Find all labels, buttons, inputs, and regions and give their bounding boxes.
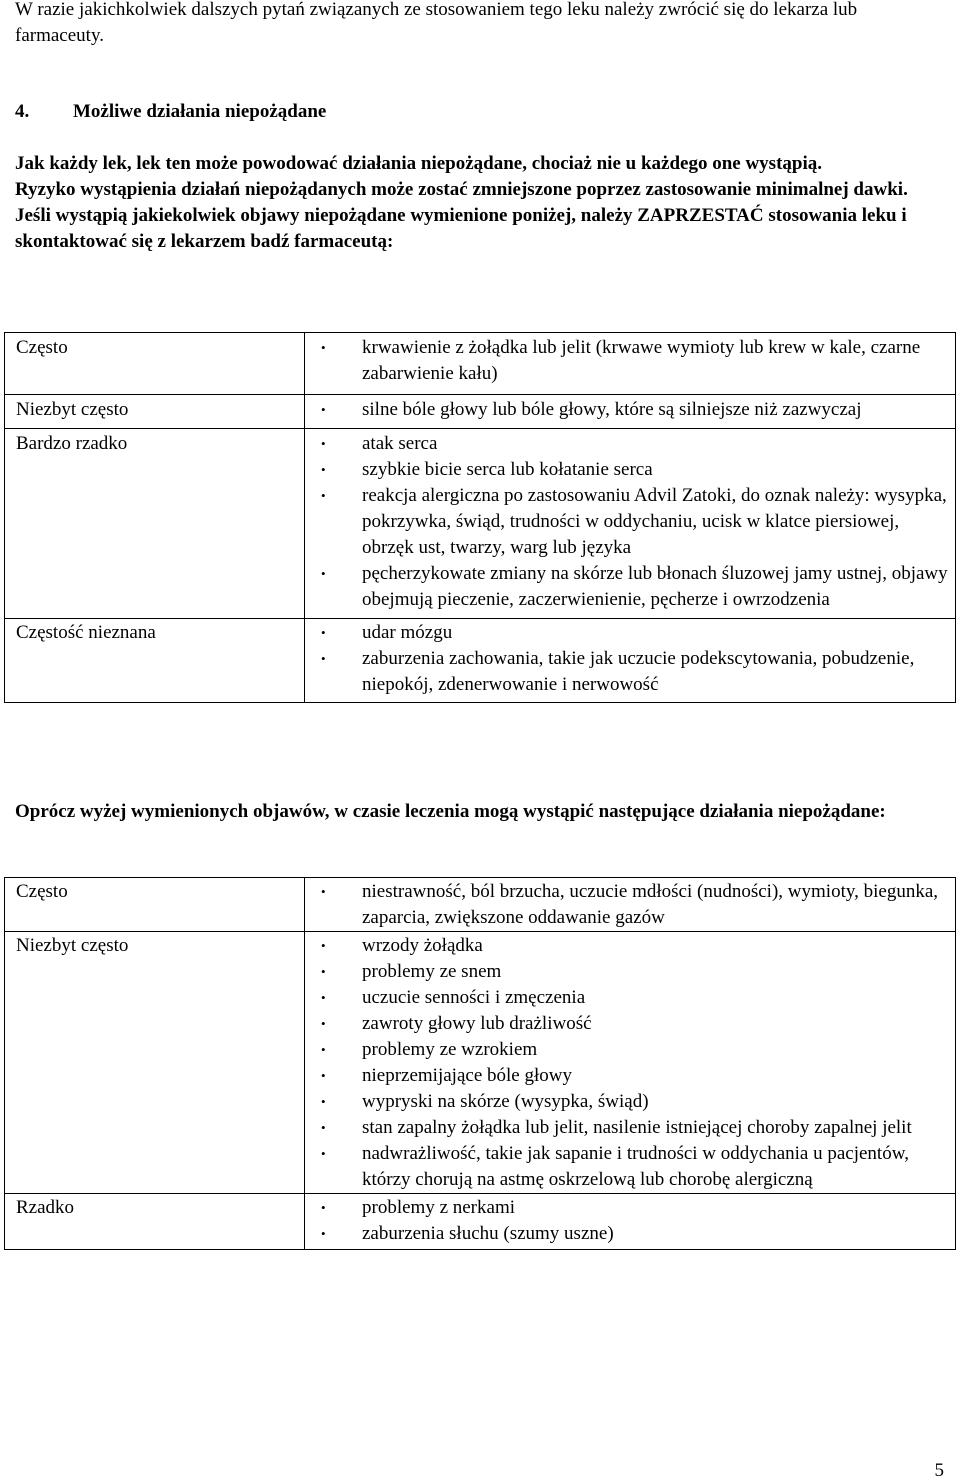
warning-block (15, 151, 950, 255)
effect-text: stan zapalny żołądka lub jelit, nasilenie istniejącej choroby zapalnej jelit (362, 1117, 912, 1138)
effect-text: silne bóle głowy lub bóle głowy, które są silniejsze niż zazwyczaj (362, 399, 862, 420)
effect-item (305, 335, 955, 387)
effect-item (305, 1141, 955, 1193)
effect-text: nadwrażliwość, takie jak sapanie i trudności w oddychania u pacjentów, którzy chorują na astmę oskrzelową lub chorobę alergiczną (362, 1143, 909, 1190)
frequency-cell (5, 878, 305, 932)
effects-cell (305, 878, 956, 932)
effect-item (305, 959, 955, 985)
effect-text: wypryski na skórze (wysypka, świąd) (362, 1091, 649, 1112)
paragraph-risk: Ryzyko wystąpienia działań niepożądanych może zostać zmniejszone poprzez zastosowanie minimalnej dawki. (15, 179, 908, 200)
frequency-row (5, 429, 956, 619)
bullet-icon: • (321, 1120, 326, 1135)
effect-item (305, 1037, 955, 1063)
frequency-row (5, 932, 956, 1194)
frequency-cell (5, 429, 305, 619)
frequency-label: Bardzo rzadko (16, 433, 128, 454)
effects-cell (305, 1194, 956, 1250)
bullet-icon: • (321, 566, 326, 581)
effect-item (305, 1063, 955, 1089)
bullet-icon: • (321, 990, 326, 1005)
effect-item (305, 561, 955, 613)
effects-list (305, 879, 955, 931)
effect-text: zaburzenia zachowania, takie jak uczucie podekscytowania, pobudzenie, niepokój, zdenerwowanie i nerwowość (362, 648, 915, 695)
effect-text: zaburzenia słuchu (szumy uszne) (362, 1223, 614, 1244)
frequency-row (5, 333, 956, 395)
frequency-label: Rzadko (16, 1197, 75, 1218)
effect-item (305, 1195, 955, 1221)
effect-item (305, 1221, 955, 1247)
bullet-icon: • (321, 625, 326, 640)
frequency-cell (5, 333, 305, 395)
effects-list (305, 431, 955, 613)
other-effects-table (4, 877, 956, 1250)
paragraph-other-effects: Oprócz wyżej wymienionych objawów, w czasie leczenia mogą wystąpić następujące działania niepożądane: (15, 801, 886, 822)
effects-list (305, 620, 955, 698)
frequency-row (5, 619, 956, 703)
bullet-icon: • (321, 1200, 326, 1215)
section-title: Możliwe działania niepożądane (73, 101, 327, 122)
effect-text: atak serca (362, 433, 438, 454)
effect-item (305, 431, 955, 457)
effect-item (305, 483, 955, 561)
paragraph-general: Jak każdy lek, lek ten może powodować działania niepożądane, chociaż nie u każdego one wystąpią. (15, 153, 822, 174)
frequency-cell (5, 395, 305, 429)
bullet-icon: • (321, 462, 326, 477)
bullet-icon: • (321, 884, 326, 899)
effect-item (305, 879, 955, 931)
effect-item (305, 646, 955, 698)
page-number: 5 (934, 1460, 944, 1481)
bullet-icon: • (321, 651, 326, 666)
effect-text: szybkie bicie serca lub kołatanie serca (362, 459, 653, 480)
effects-cell (305, 333, 956, 395)
frequency-row (5, 395, 956, 429)
frequency-label: Często (16, 337, 68, 358)
effects-list (305, 933, 955, 1193)
effect-text: nieprzemijające bóle głowy (362, 1065, 572, 1086)
bullet-icon: • (321, 1016, 326, 1031)
bullet-icon: • (321, 1146, 326, 1161)
effect-text: reakcja alergiczna po zastosowaniu Advil Zatoki, do oznak należy: wysypka, pokrzywka, świąd, trudności w oddychaniu, ucisk w klatce piersiowej, obrzęk ust, twarzy, warg lub języka (362, 485, 947, 558)
effect-text: problemy ze snem (362, 961, 502, 982)
effects-cell (305, 395, 956, 429)
paragraph-stop: Jeśli wystąpią jakiekolwiek objawy niepożądane wymienione poniżej, należy ZAPRZESTAĆ stosowania leku i skontaktować się z lekarzem badź farmaceutą: (15, 205, 907, 252)
bullet-icon: • (321, 436, 326, 451)
effect-item (305, 933, 955, 959)
effect-text: wrzody żołądka (362, 935, 483, 956)
effect-item (305, 397, 955, 423)
serious-effects-table (4, 332, 956, 703)
effect-item (305, 620, 955, 646)
section-number: 4. (15, 101, 30, 122)
effect-text: zawroty głowy lub drażliwość (362, 1013, 592, 1034)
effect-text: problemy z nerkami (362, 1197, 516, 1218)
effect-text: niestrawność, ból brzucha, uczucie mdłości (nudności), wymioty, biegunka, zaparcia, zwiększone oddawanie gazów (362, 881, 939, 928)
effect-item (305, 457, 955, 483)
effect-text: pęcherzykowate zmiany na skórze lub błonach śluzowej jamy ustnej, objawy obejmują pieczenie, zaczerwienienie, pęcherze i owrzodzenia (362, 563, 948, 610)
effect-item (305, 1089, 955, 1115)
bullet-icon: • (321, 938, 326, 953)
effects-cell (305, 429, 956, 619)
effects-list (305, 335, 955, 387)
bullet-icon: • (321, 488, 326, 503)
frequency-label: Często (16, 881, 68, 902)
frequency-label: Niezbyt często (16, 935, 129, 956)
frequency-row (5, 1194, 956, 1250)
effects-list (305, 1195, 955, 1247)
bullet-icon: • (321, 402, 326, 417)
effect-text: uczucie senności i zmęczenia (362, 987, 586, 1008)
frequency-label: Częstość nieznana (16, 622, 156, 643)
section-heading (15, 99, 945, 125)
effects-cell (305, 619, 956, 703)
effects-list (305, 397, 955, 423)
effect-text: problemy ze wzrokiem (362, 1039, 538, 1060)
bullet-icon: • (321, 964, 326, 979)
intro-paragraph: W razie jakichkolwiek dalszych pytań związanych ze stosowaniem tego leku należy zwrócić się do lekarza lub farmaceuty. (15, 0, 858, 46)
bullet-icon: • (321, 1226, 326, 1241)
effect-item (305, 1011, 955, 1037)
bullet-icon: • (321, 1068, 326, 1083)
effect-text: udar mózgu (362, 622, 453, 643)
effect-item (305, 1115, 955, 1141)
bullet-icon: • (321, 1042, 326, 1057)
bullet-icon: • (321, 1094, 326, 1109)
frequency-cell (5, 619, 305, 703)
frequency-cell (5, 932, 305, 1194)
effect-item (305, 985, 955, 1011)
frequency-label: Niezbyt często (16, 399, 129, 420)
frequency-cell (5, 1194, 305, 1250)
effects-cell (305, 932, 956, 1194)
effect-text: krwawienie z żołądka lub jelit (krwawe wymioty lub krew w kale, czarne zabarwienie kału) (362, 337, 921, 384)
frequency-row (5, 878, 956, 932)
bullet-icon: • (321, 340, 326, 355)
